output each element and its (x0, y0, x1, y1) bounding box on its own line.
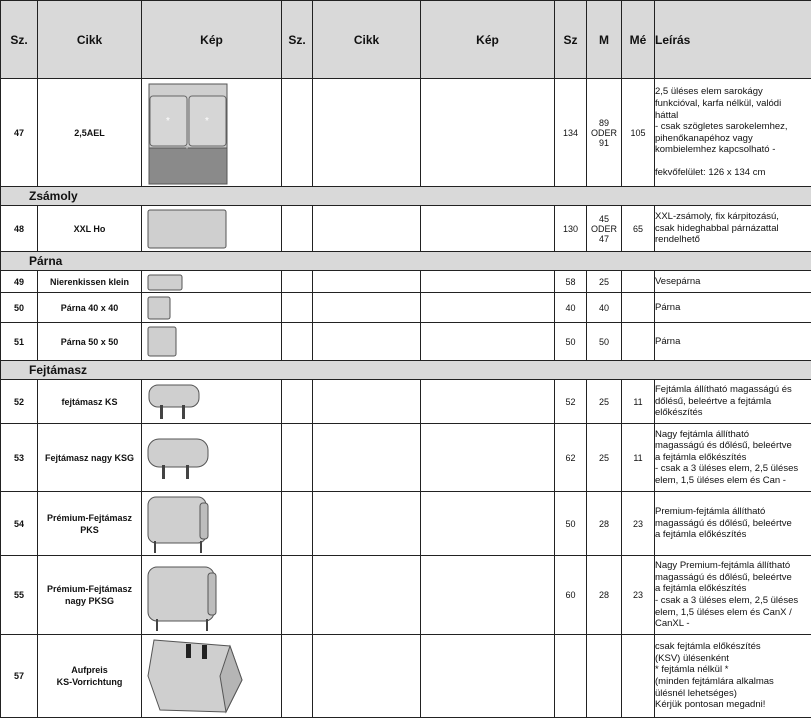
item-number: 53 (1, 424, 38, 492)
item-name: Párna 40 x 40 (38, 293, 142, 323)
empty-cell (282, 79, 313, 187)
height-value: 45 ODER 47 (587, 206, 622, 252)
empty-cell (282, 380, 313, 424)
empty-cell (313, 79, 421, 187)
item-name: fejtámasz KS (38, 380, 142, 424)
empty-cell (313, 271, 421, 293)
empty-cell (313, 635, 421, 718)
item-name: Aufpreis KS-Vorrichtung (38, 635, 142, 718)
table-row (1, 293, 811, 323)
ottoman-sketch-icon (142, 207, 280, 251)
item-image (142, 293, 282, 323)
item-name: 2,5AEL (38, 79, 142, 187)
headrest-fitting-sketch-icon (142, 636, 280, 717)
empty-cell (282, 424, 313, 492)
item-name: Párna 50 x 50 (38, 323, 142, 361)
empty-cell (421, 271, 555, 293)
table-row (1, 79, 811, 187)
col-cikk-2: Cikk (313, 1, 421, 79)
width-value: 62 (555, 424, 587, 492)
depth-value: 65 (622, 206, 655, 252)
height-value: 25 (587, 380, 622, 424)
item-image (142, 424, 282, 492)
section-header-fejtamasz: Fejtámasz (1, 361, 811, 380)
empty-cell (282, 271, 313, 293)
col-magassag: M (587, 1, 622, 79)
item-name: Nierenkissen klein (38, 271, 142, 293)
width-value: 130 (555, 206, 587, 252)
width-value: 50 (555, 492, 587, 556)
empty-cell (421, 492, 555, 556)
col-kep-1: Kép (142, 1, 282, 79)
empty-cell (313, 380, 421, 424)
item-description: Párna (655, 293, 811, 323)
item-description: csak fejtámla előkészítés (KSV) ülésenként * fejtámla nélkül * (minden fejtámlára alkalmas ülésnél lehetséges) Kérjük pontosan megadni! (655, 635, 811, 718)
item-number: 57 (1, 635, 38, 718)
item-image (142, 635, 282, 718)
width-value (555, 635, 587, 718)
table-row (1, 492, 811, 556)
depth-value: 23 (622, 492, 655, 556)
item-number: 47 (1, 79, 38, 187)
height-value: 89 ODER 91 (587, 79, 622, 187)
height-value (587, 635, 622, 718)
col-leiras: Leírás (655, 1, 811, 79)
item-name: Prémium-Fejtámasz nagy PKSG (38, 556, 142, 635)
table-row (1, 206, 811, 252)
pillow-50-sketch-icon (142, 324, 280, 360)
empty-cell (421, 79, 555, 187)
depth-value (622, 323, 655, 361)
kidney-pillow-sketch-icon (142, 272, 280, 292)
depth-value: 11 (622, 380, 655, 424)
empty-cell (282, 293, 313, 323)
item-number: 50 (1, 293, 38, 323)
table-row (1, 635, 811, 718)
height-value: 25 (587, 271, 622, 293)
depth-value (622, 635, 655, 718)
item-number: 54 (1, 492, 38, 556)
col-kep-2: Kép (421, 1, 555, 79)
large-headrest-sketch-icon (142, 425, 280, 491)
height-value: 40 (587, 293, 622, 323)
width-value: 50 (555, 323, 587, 361)
table-row (1, 271, 811, 293)
width-value: 40 (555, 293, 587, 323)
empty-cell (282, 635, 313, 718)
item-name: Fejtámasz nagy KSG (38, 424, 142, 492)
pillow-40-sketch-icon (142, 294, 280, 322)
empty-cell (313, 206, 421, 252)
sofa-element-sketch-icon (142, 80, 280, 186)
item-image (142, 323, 282, 361)
height-value: 50 (587, 323, 622, 361)
empty-cell (421, 380, 555, 424)
col-sz-2: Sz. (282, 1, 313, 79)
empty-cell (421, 556, 555, 635)
depth-value (622, 293, 655, 323)
empty-cell (421, 293, 555, 323)
large-premium-headrest-sketch-icon (142, 557, 280, 634)
item-description: 2,5 üléses elem sarokágy funkcióval, karfa nélkül, valódi háttal - csak szögletes sarokelemhez, pihenőkanapéhoz vagy kombielemhez kapcsolható - fekvőfelület: 126 x 134 cm (655, 79, 811, 187)
header-row (1, 1, 811, 79)
empty-cell (282, 323, 313, 361)
empty-cell (313, 424, 421, 492)
width-value: 60 (555, 556, 587, 635)
item-description: XXL-zsámoly, fix kárpitozású, csak hideghabbal párnázattal rendelhető (655, 206, 811, 252)
width-value: 52 (555, 380, 587, 424)
col-melyseg: Mé (622, 1, 655, 79)
item-image (142, 79, 282, 187)
item-image (142, 380, 282, 424)
item-number: 51 (1, 323, 38, 361)
table-row (1, 556, 811, 635)
width-value: 58 (555, 271, 587, 293)
height-value: 28 (587, 492, 622, 556)
item-image (142, 556, 282, 635)
table-row (1, 380, 811, 424)
item-number: 52 (1, 380, 38, 424)
item-description: Párna (655, 323, 811, 361)
depth-value (622, 271, 655, 293)
item-number: 49 (1, 271, 38, 293)
empty-cell (421, 424, 555, 492)
item-number: 48 (1, 206, 38, 252)
empty-cell (282, 492, 313, 556)
empty-cell (313, 492, 421, 556)
height-value: 28 (587, 556, 622, 635)
section-header-zsamoly: Zsámoly (1, 187, 811, 206)
empty-cell (313, 556, 421, 635)
item-description: Vesepárna (655, 271, 811, 293)
item-image (142, 271, 282, 293)
item-number: 55 (1, 556, 38, 635)
empty-cell (313, 323, 421, 361)
item-description: Premium-fejtámla állítható magasságú és dőlésű, beleértve a fejtámla előkészítés (655, 492, 811, 556)
item-image (142, 206, 282, 252)
empty-cell (421, 323, 555, 361)
item-description: Nagy Premium-fejtámla állítható magasságú és dőlésű, beleértve a fejtámla előkészítés - csak a 3 üléses elem, 2,5 üléses elem, 1,5 üléses elem és CanX / CanXL - (655, 556, 811, 635)
empty-cell (282, 556, 313, 635)
col-szelesseg: Sz (555, 1, 587, 79)
table-row (1, 323, 811, 361)
empty-cell (313, 293, 421, 323)
svg-text:*: * (166, 115, 170, 127)
item-description: Fejtámla állítható magasságú és dőlésű, beleértve a fejtámla előkészítés (655, 380, 811, 424)
premium-headrest-sketch-icon (142, 493, 280, 555)
empty-cell (421, 635, 555, 718)
height-value: 25 (587, 424, 622, 492)
headrest-sketch-icon (142, 381, 280, 423)
section-header-parna: Párna (1, 252, 811, 271)
empty-cell (282, 206, 313, 252)
col-sz-1: Sz. (1, 1, 38, 79)
empty-cell (421, 206, 555, 252)
depth-value: 105 (622, 79, 655, 187)
item-name: XXL Ho (38, 206, 142, 252)
item-image (142, 492, 282, 556)
table-row (1, 424, 811, 492)
svg-text:*: * (205, 115, 209, 127)
item-description: Nagy fejtámla állítható magasságú és dőlésű, beleértve a fejtámla előkészítés - csak a 3 üléses elem, 2,5 üléses elem, 1,5 üléses elem és Can - (655, 424, 811, 492)
depth-value: 23 (622, 556, 655, 635)
depth-value: 11 (622, 424, 655, 492)
col-cikk-1: Cikk (38, 1, 142, 79)
item-name: Prémium-Fejtámasz PKS (38, 492, 142, 556)
width-value: 134 (555, 79, 587, 187)
